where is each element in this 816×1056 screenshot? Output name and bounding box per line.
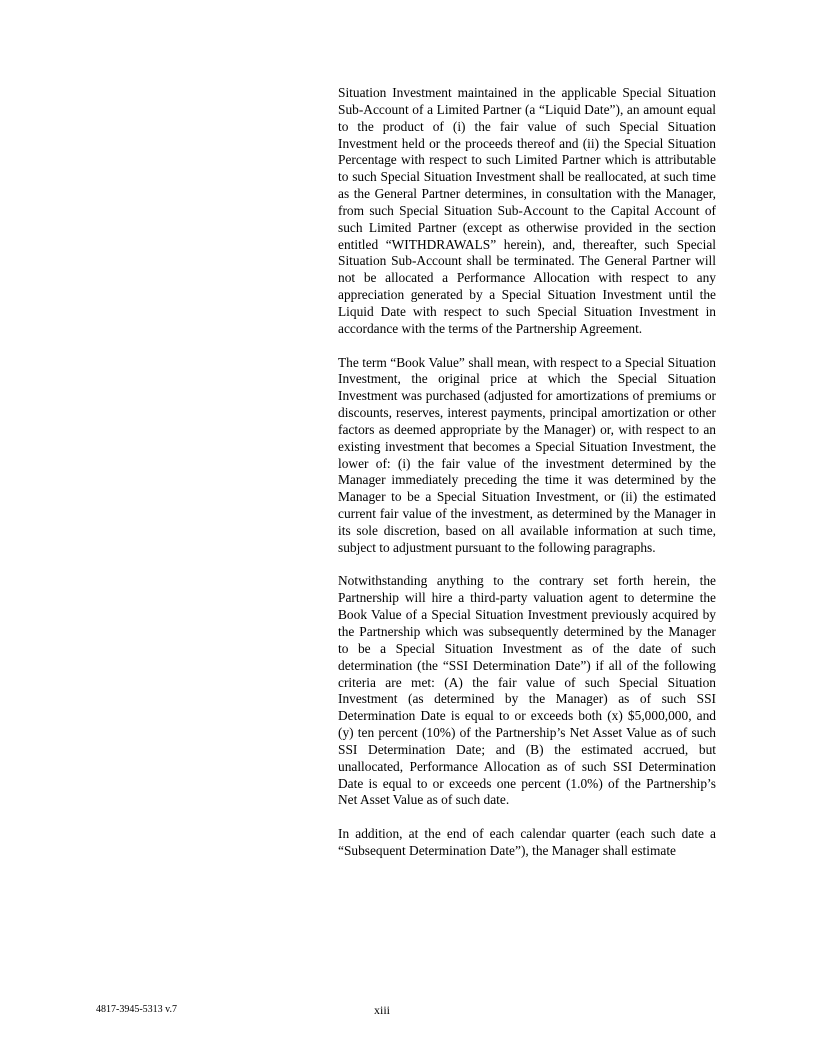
footer-document-id: 4817-3945-5313 v.7 (96, 1004, 178, 1015)
footer-page-number: xiii (374, 1003, 391, 1017)
paragraph-ssi-determination: Notwithstanding anything to the contrary set forth herein, the Partnership will hire a third-party valuation agent to determine the Book Value of a Special Situation Investment previously acquired by the Partnership which was subsequently determined by the Manager to be a Special Situation Investment as of the date of such determination (the “SSI Determination Date”) if all of the following criteria are met: (A) the fair value of such Special Situation Investment (as determined by the Manager) as of such SSI Determination Date is equal to or exceeds both (x) $5,000,000, and (y) ten percent (10%) of the Partnership’s Net Asset Value as of such SSI Determination Date; and (B) the estimated accrued, but unallocated, Performance Allocation as of such SSI Determination Date is equal to or exceeds one percent (1.0%) of the Partnership’s Net Asset Value as of such date. (338, 573, 716, 808)
paragraph-book-value: The term “Book Value” shall mean, with respect to a Special Situation Investment, the original price at which the Special Situation Investment was purchased (adjusted for amortizations of premiums or discounts, reserves, interest payments, principal amortization or other factors as deemed appropriate by the Manager) or, with respect to an existing investment that becomes a Special Situation Investment, the lower of: (i) the fair value of the investment determined by the Manager immediately preceding the time it was determined by the Manager to be a Special Situation Investment, or (ii) the estimated current fair value of the investment, as determined by the Manager in its sole discretion, based on all available information at such time, subject to adjustment pursuant to the following paragraphs. (338, 354, 716, 555)
paragraph-subsequent-determination: In addition, at the end of each calendar quarter (each such date a “Subsequent Determination Date”), the Manager shall estimate (338, 826, 716, 858)
paragraph-liquid-date: Situation Investment maintained in the applicable Special Situation Sub-Account of a Limited Partner (a “Liquid Date”), an amount equal to the product of (i) the fair value of such Special Situation Investment held or the proceeds thereof and (ii) the Special Situation Percentage with respect to such Limited Partner which is attributable to such Special Situation Investment shall be reallocated, at such time as the General Partner determines, in consultation with the Manager, from such Special Situation Sub-Account to the Capital Account of such Limited Partner (except as otherwise provided in the section entitled “WITHDRAWALS” herein), and, thereafter, such Special Situation Sub-Account shall be terminated. The General Partner will not be allocated a Performance Allocation with respect to any appreciation generated by a Special Situation Investment until the Liquid Date with respect to such Special Situation Investment in accordance with the terms of the Partnership Agreement. (338, 85, 716, 336)
body-text (338, 85, 716, 877)
